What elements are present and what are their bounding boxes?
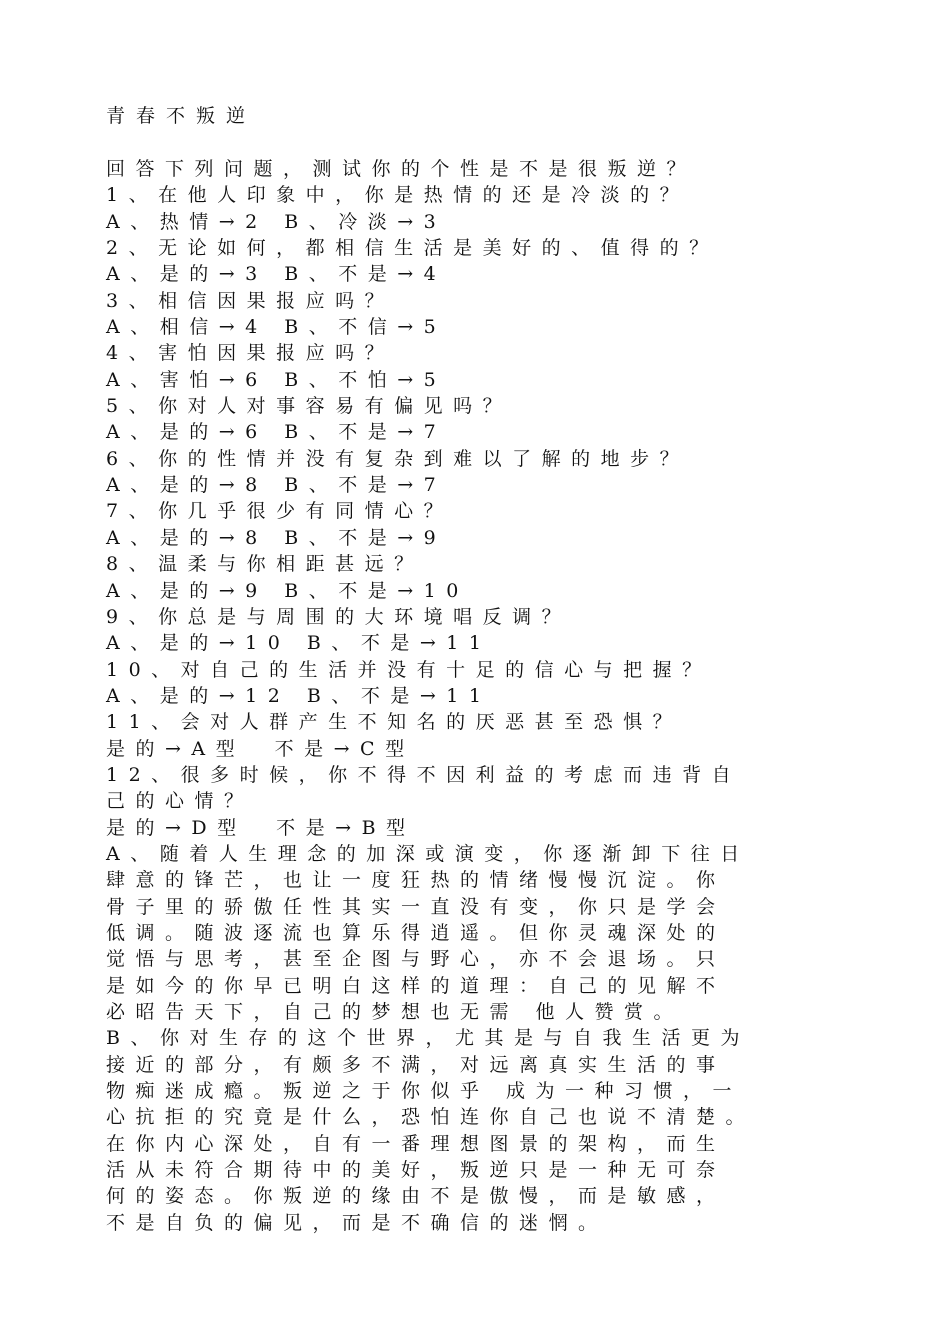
question-3: 3、相信因果报应吗？ — [106, 289, 395, 312]
result-b-line: 不是自负的偏见，而是不确信的迷惘。 — [106, 1211, 608, 1234]
quiz-intro: 回答下列问题，测试你的个性是不是很叛逆？ — [106, 158, 697, 180]
result-b-line: 何的姿态。你叛逆的缘由不是傲慢，而是敏感， — [106, 1185, 726, 1208]
answer-8: A、是的→9 B、不是→10 — [106, 579, 469, 602]
document-page — [106, 103, 866, 1236]
result-b-line: 心抗拒的究竟是什么，恐怕连你自己也说不清楚。 — [106, 1106, 756, 1129]
document-title: 青春不叛逆 — [106, 105, 257, 127]
answer-5: A、是的→6 B、不是→7 — [106, 421, 447, 444]
question-8: 8、温柔与你相距甚远？ — [106, 553, 424, 576]
answer-12: 是的→D型 不是→B型 — [106, 816, 416, 839]
question-1: 1、在他人印象中，你是热情的还是冷淡的？ — [106, 184, 690, 207]
answer-3: A、相信→4 B、不信→5 — [106, 316, 447, 339]
question-5: 5、你对人对事容易有偏见吗？ — [106, 395, 513, 418]
answer-1: A、热情→2 B、冷淡→3 — [106, 210, 447, 233]
result-a-line: 必昭告天下，自己的梦想也无需 他人赞赏。 — [106, 1001, 684, 1023]
result-a-line: 骨子里的骄傲任性其实一直没有变，你只是学会 — [106, 895, 726, 918]
result-b-line: 在你内心深处，自有一番理想图景的架构，而生 — [106, 1132, 726, 1155]
result-a-line: 肆意的锋芒，也让一度狂热的情绪慢慢沉淀。你 — [106, 869, 726, 892]
result-b-line: B、你对生存的这个世界，尤其是与自我生活更为 — [106, 1027, 750, 1050]
question-11: 11、会对人群产生不知名的厌恶甚至恐惧？ — [106, 711, 683, 734]
question-9: 9、你总是与周围的大环境唱反调？ — [106, 605, 572, 628]
result-a-line: 是如今的你早已明白这样的道理：自己的见解不 — [106, 974, 726, 997]
answer-6: A、是的→8 B、不是→7 — [106, 474, 447, 497]
quiz-content — [106, 156, 866, 1236]
answer-4: A、害怕→6 B、不怕→5 — [106, 368, 447, 391]
answer-10: A、是的→12 B、不是→11 — [106, 684, 492, 707]
answer-9: A、是的→10 B、不是→11 — [106, 632, 492, 655]
result-b-line: 接近的部分，有颇多不满，对远离真实生活的事 — [106, 1053, 726, 1076]
question-10: 10、对自己的生活并没有十足的信心与把握？ — [106, 658, 712, 681]
result-a-line: 低调。随波逐流也算乐得逍遥。但你灵魂深处的 — [106, 921, 726, 944]
result-b-line: 活从未符合期待中的美好，叛逆只是一种无可奈 — [106, 1159, 726, 1182]
question-4: 4、害怕因果报应吗？ — [106, 342, 395, 365]
question-12-line-1: 12、很多时候，你不得不因利益的考虑而违背自 — [106, 763, 742, 786]
result-a-line: A、随着人生理念的加深或演变，你逐渐卸下往日 — [106, 842, 750, 865]
question-12-line-2: 己的心情？ — [106, 790, 254, 813]
result-b-line: 物痴迷成瘾。叛逆之于你似乎 成为一种习惯，一 — [106, 1080, 743, 1103]
question-2: 2、无论如何，都相信生活是美好的、值得的？ — [106, 237, 719, 260]
answer-2: A、是的→3 B、不是→4 — [106, 263, 447, 286]
answer-11: 是的→A型 不是→C型 — [106, 737, 415, 760]
result-a-line: 觉悟与思考，甚至企图与野心，亦不会退场。只 — [106, 948, 726, 971]
question-6: 6、你的性情并没有复杂到难以了解的地步？ — [106, 447, 690, 470]
answer-7: A、是的→8 B、不是→9 — [106, 526, 447, 549]
question-7: 7、你几乎很少有同情心？ — [106, 500, 454, 523]
